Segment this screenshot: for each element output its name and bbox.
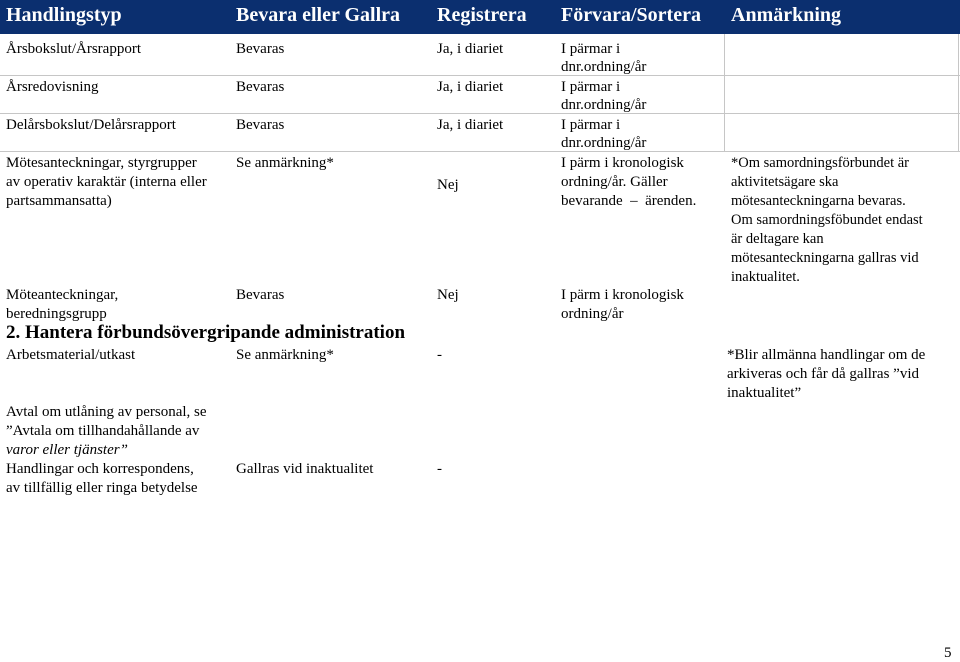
cell-handlingstyp: ”Avtala om tillhandahållande av [6,423,200,439]
column-divider [958,34,959,151]
cell-anmarkning: arkiveras och får då gallras ”vid [727,366,919,382]
cell-anmarkning: är deltagare kan [731,231,824,247]
row-divider [0,75,960,76]
cell-forvara: ordning/år [561,306,624,322]
cell-forvara: I pärmar i [561,79,621,95]
cell-forvara: I pärm i kronologisk [561,287,684,303]
row-divider [0,151,960,152]
cell-forvara: dnr.ordning/år [561,97,647,113]
column-divider [724,34,725,151]
cell-anmarkning: *Om samordningsförbundet är [731,155,909,171]
cell-handlingstyp: partsammansatta) [6,193,112,209]
cell-anmarkning: aktivitetsägare ska [731,174,839,190]
section-heading: 2. Hantera förbundsövergripande administration [6,322,406,343]
cell-bevara: Bevaras [236,287,285,303]
cell-registrera: - [437,461,442,477]
cell-registrera: Ja, i diariet [437,41,504,57]
cell-handlingstyp: av tillfällig eller ringa betydelse [6,480,198,496]
cell-handlingstyp: Delårsbokslut/Delårsrapport [6,117,176,133]
cell-handlingstyp: Möteanteckningar, [6,287,119,303]
header-bevara-eller-gallra: Bevara eller Gallra [236,4,401,26]
cell-forvara: I pärmar i [561,41,621,57]
cell-bevara: Se anmärkning* [236,347,334,363]
cell-registrera: - [437,347,442,363]
cell-forvara: dnr.ordning/år [561,135,647,151]
cell-handlingstyp: Årsbokslut/Årsrapport [6,41,141,57]
header-handlingstyp: Handlingstyp [6,4,122,26]
cell-forvara: I pärmar i [561,117,621,133]
cell-bevara: Bevaras [236,117,285,133]
cell-anmarkning: inaktualitet” [727,385,802,401]
cell-handlingstyp: Mötesanteckningar, styrgrupper [6,155,197,171]
cell-handlingstyp: Handlingar och korrespondens, [6,461,194,477]
cell-handlingstyp: varor eller tjänster” [6,442,128,458]
cell-bevara: Se anmärkning* [236,155,334,171]
cell-registrera: Nej [437,287,459,303]
cell-forvara: ordning/år. Gäller [561,174,668,190]
cell-anmarkning: Om samordningsföbundet endast [731,212,923,228]
cell-anmarkning: inaktualitet. [731,269,800,285]
row-divider [0,113,960,114]
header-registrera: Registrera [437,4,527,26]
cell-registrera: Nej [437,177,459,193]
cell-anmarkning: mötesanteckningarna bevaras. [731,193,906,209]
cell-handlingstyp: beredningsgrupp [6,306,107,322]
cell-registrera: Ja, i diariet [437,79,504,95]
cell-handlingstyp: Arbetsmaterial/utkast [6,347,136,363]
header-anmarkning: Anmärkning [731,4,842,26]
table-header [0,0,960,34]
cell-bevara: Bevaras [236,41,285,57]
cell-bevara: Bevaras [236,79,285,95]
cell-forvara: I pärm i kronologisk [561,155,684,171]
cell-bevara: Gallras vid inaktualitet [236,461,374,477]
cell-handlingstyp: Årsredovisning [6,79,99,95]
cell-anmarkning: *Blir allmänna handlingar om de [727,347,926,363]
header-forvara-sortera: Förvara/Sortera [561,4,701,26]
cell-handlingstyp: Avtal om utlåning av personal, se [6,404,207,420]
page-number: 5 [944,645,952,661]
cell-anmarkning: mötesanteckningarna gallras vid [731,250,919,266]
cell-handlingstyp: av operativ karaktär (interna eller [6,174,207,190]
cell-forvara: bevarande – ärenden. [561,193,697,209]
cell-forvara: dnr.ordning/år [561,59,647,75]
cell-registrera: Ja, i diariet [437,117,504,133]
